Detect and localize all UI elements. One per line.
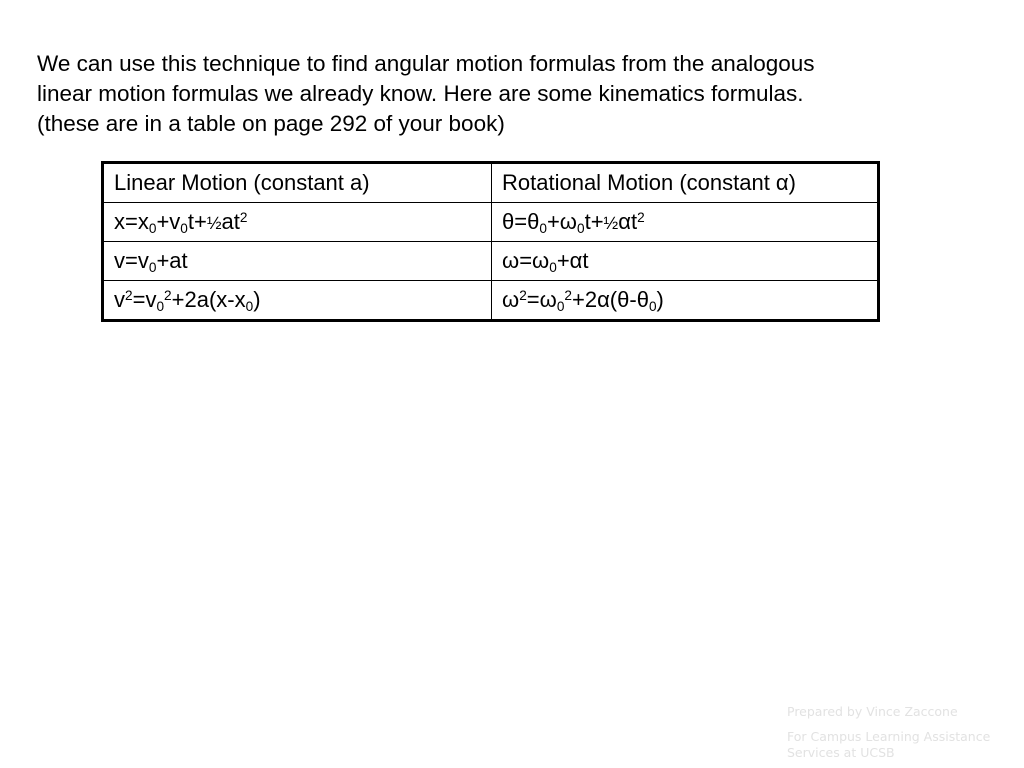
formula-token: ω xyxy=(502,248,520,273)
formula-token: = xyxy=(514,209,528,234)
formula-token: = xyxy=(125,248,138,273)
formula-token: x xyxy=(216,287,228,312)
formula-token: + xyxy=(156,209,170,234)
formula-token: θ xyxy=(636,287,649,312)
formula-token: = xyxy=(125,209,138,234)
intro-line-1: We can use this technique to find angular motion formulas from the analogous xyxy=(37,51,815,76)
credit-prepared-by: Prepared by Vince Zaccone xyxy=(787,704,958,719)
formula-token: ω xyxy=(539,287,557,312)
formula-token: v xyxy=(145,287,157,312)
formula-token: ½ xyxy=(603,213,619,233)
formula-token: 2 xyxy=(125,288,133,304)
formula-token: 2 xyxy=(164,288,172,304)
formula-token: ½ xyxy=(206,213,222,233)
header-rotational-motion: Rotational Motion (constant α) xyxy=(492,163,879,203)
formula-token: 0 xyxy=(148,221,157,237)
formula-token: θ xyxy=(502,209,515,234)
formula-token: a xyxy=(169,248,182,273)
formula-token: 0 xyxy=(539,221,547,237)
formula-token: 0 xyxy=(648,299,657,315)
formula-token: + xyxy=(546,209,560,234)
credit-campus-learning: For Campus Learning Assistance Services at UCSB xyxy=(787,729,991,760)
formula-token: 2 xyxy=(637,210,645,226)
formula-token: ) xyxy=(253,287,261,312)
formula-token: 0 xyxy=(148,260,157,276)
formula-token: α xyxy=(597,287,610,312)
formula-rotational-position xyxy=(492,203,879,242)
formula-linear-velocity-squared xyxy=(103,281,492,321)
formula-token: a xyxy=(221,209,234,234)
formula-token: ω xyxy=(502,287,520,312)
formula-token: + xyxy=(171,287,185,312)
formula-token: α xyxy=(618,209,631,234)
intro-line-2: linear motion formulas we already know. Here are some kinematics formulas. xyxy=(37,81,804,106)
formula-token: v xyxy=(137,248,149,273)
table-row xyxy=(103,281,879,321)
formula-token: 0 xyxy=(156,299,165,315)
formula-token: + xyxy=(590,209,604,234)
formula-token: v xyxy=(114,248,125,273)
formula-token: 0 xyxy=(556,299,565,315)
formula-token: + xyxy=(156,248,170,273)
formula-token: - xyxy=(227,287,235,312)
formula-token: 2 xyxy=(184,287,197,312)
formula-token: ( xyxy=(208,287,217,312)
formula-token: = xyxy=(132,287,146,312)
formula-token: = xyxy=(526,287,540,312)
formula-token: θ xyxy=(527,209,540,234)
formula-token: 2 xyxy=(564,288,572,304)
formula-token: + xyxy=(194,209,207,234)
table-header-row xyxy=(103,163,879,203)
formula-token: t xyxy=(187,209,194,234)
formula-token: 2 xyxy=(519,288,527,304)
table-row xyxy=(103,203,879,242)
formula-token: t xyxy=(181,248,188,273)
kinematics-formula-table xyxy=(101,161,880,322)
formula-token: t xyxy=(584,209,591,234)
intro-line-3: (these are in a table on page 292 of your book) xyxy=(37,111,505,136)
formula-token: + xyxy=(556,248,570,273)
formula-linear-velocity xyxy=(103,242,492,281)
intro-paragraph xyxy=(37,49,977,139)
formula-token: 0 xyxy=(576,221,585,237)
formula-token: θ xyxy=(617,287,630,312)
formula-linear-position xyxy=(103,203,492,242)
formula-token: x xyxy=(137,209,149,234)
formula-token: ω xyxy=(532,248,550,273)
formula-token: v xyxy=(114,287,125,312)
formula-token: - xyxy=(629,287,637,312)
header-linear-motion: Linear Motion (constant a) xyxy=(103,163,492,203)
formula-token: x xyxy=(114,209,125,234)
formula-token: 0 xyxy=(549,260,557,276)
table-row xyxy=(103,242,879,281)
formula-token: t xyxy=(630,209,638,234)
formula-rotational-velocity xyxy=(492,242,879,281)
formula-token: 2 xyxy=(584,287,598,312)
formula-token: 0 xyxy=(180,221,188,237)
formula-token: t xyxy=(233,209,240,234)
formula-token: a xyxy=(196,287,209,312)
formula-rotational-velocity-squared xyxy=(492,281,879,321)
formula-token: α xyxy=(569,248,583,273)
formula-token: v xyxy=(169,209,181,234)
formula-token: 2 xyxy=(239,210,248,226)
formula-token: = xyxy=(519,248,533,273)
formula-token: + xyxy=(571,287,585,312)
formula-token: t xyxy=(582,248,589,273)
formula-token: 0 xyxy=(245,299,254,315)
formula-token: ) xyxy=(656,287,664,312)
formula-token: ω xyxy=(559,209,577,234)
formula-token: ( xyxy=(609,287,618,312)
formula-token: x xyxy=(234,287,246,312)
